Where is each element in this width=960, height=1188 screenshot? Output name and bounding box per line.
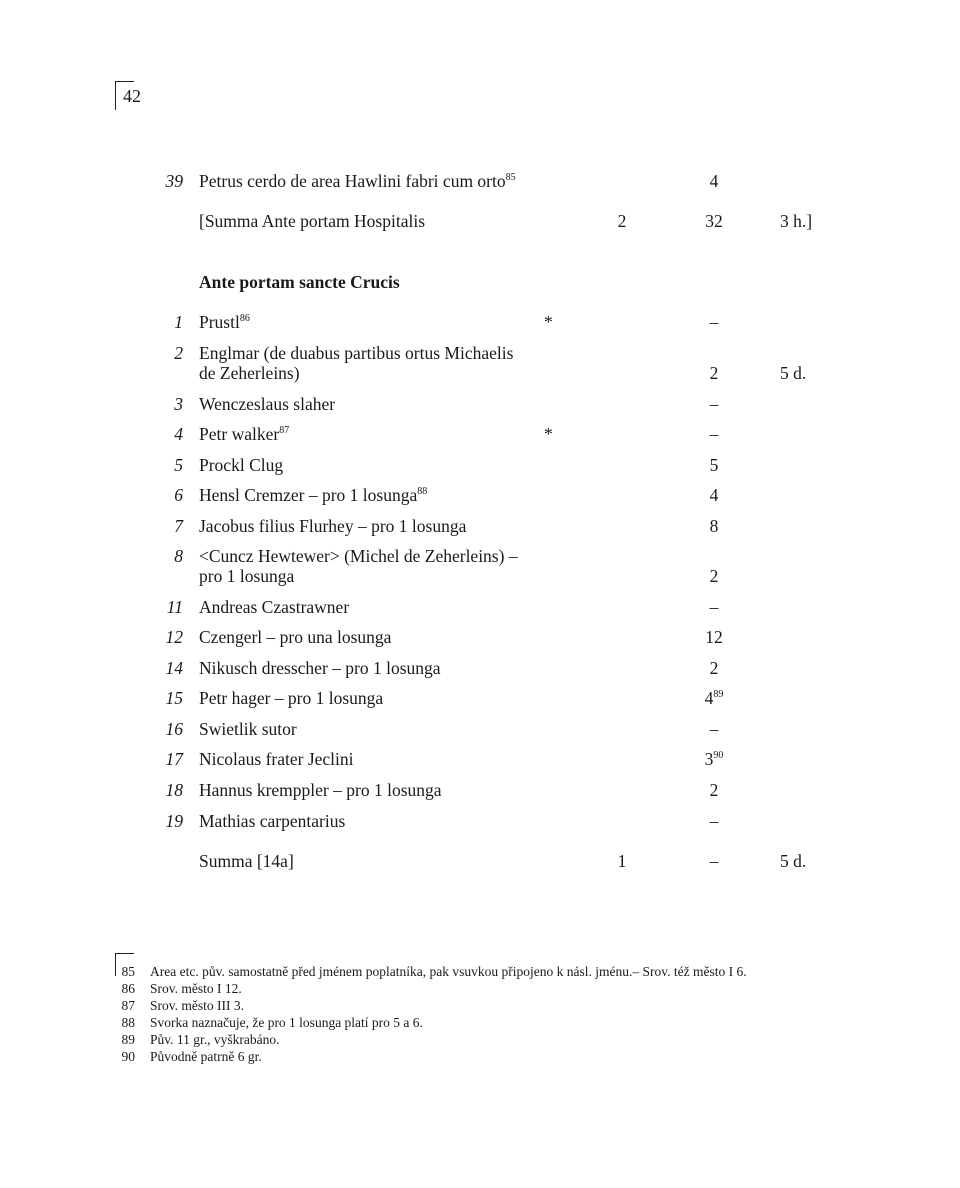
row-name: Prockl Clug (199, 455, 284, 475)
footnote-ref: 88 (417, 486, 428, 497)
row-number: 14 (165, 658, 183, 678)
col-denarii: 3 h.] (780, 211, 813, 231)
col-denarii: 5 d. (780, 363, 807, 383)
col-groschen: – (709, 719, 719, 739)
row-number: 8 (174, 546, 183, 566)
row-number: 15 (165, 688, 183, 708)
col-groschen: 2 (709, 566, 719, 586)
col-groschen: 4 (709, 485, 719, 505)
row-name: <Cuncz Hewtewer> (Michel de Zeherleins) – (199, 546, 518, 566)
row-name: [Summa Ante portam Hospitalis (199, 211, 426, 231)
col-groschen: – (709, 312, 719, 332)
footnote-number: 89 (121, 1032, 135, 1047)
col-marks: 2 (617, 211, 627, 231)
footnote-number: 86 (121, 981, 135, 996)
row-name: Nicolaus frater Jeclini (199, 749, 354, 769)
footnote-ref: 85 (505, 172, 516, 183)
row-name: Petr walker$^{87}$ (199, 424, 290, 444)
row-name: Nikusch dresscher – pro 1 losunga (199, 658, 441, 678)
row-name: Swietlik sutor (199, 719, 297, 739)
page-number: 42 (123, 86, 141, 106)
row-name-line2: de Zeherleins) (199, 363, 300, 383)
footnote-text: Původně patrně 6 gr. (150, 1049, 262, 1064)
row-number: 7 (174, 516, 183, 536)
row-number: 5 (174, 455, 183, 475)
row-number: 2 (174, 343, 183, 363)
footnote-number: 90 (121, 1049, 135, 1064)
row-number: 3 (174, 394, 183, 414)
row-name-line2: pro 1 losunga (199, 566, 295, 586)
footnote-ref: 90 (713, 750, 724, 761)
col-groschen: – (709, 424, 719, 444)
row-name: Petr hager – pro 1 losunga (199, 688, 384, 708)
row-number: 19 (165, 811, 183, 831)
asterisk-mark: * (544, 424, 553, 444)
row-name: Andreas Czastrawner (199, 597, 350, 617)
col-groschen: – (709, 597, 719, 617)
row-name: Summa [14a] (199, 851, 294, 871)
row-name: Hensl Cremzer – pro 1 losunga$^{88}$ (199, 485, 428, 505)
footnote-text: Srov. město I 12. (150, 981, 242, 996)
row-number: 11 (166, 597, 183, 617)
footnote-ref: 87 (279, 425, 290, 436)
footnote-text: Area etc. pův. samostatně před jménem poplatníka, pak vsuvkou připojeno k násl. jménu.– Srov. též město I 6. (150, 964, 747, 979)
col-groschen: $4^{89}$ (704, 688, 724, 708)
col-marks: 1 (617, 851, 627, 871)
row-name: Jacobus filius Flurhey – pro 1 losunga (199, 516, 467, 536)
row-number: 18 (165, 780, 183, 800)
page-number-block (115, 81, 155, 109)
footnote-text: Srov. město III 3. (150, 998, 244, 1013)
col-denarii: 5 d. (780, 851, 807, 871)
footnote-ref: 86 (239, 313, 250, 324)
footnote-ref: 89 (713, 689, 724, 700)
col-groschen: 2 (709, 363, 719, 383)
row-name: Petrus cerdo de area Hawlini fabri cum orto$^{85}$ (199, 171, 516, 191)
footnote-text: Pův. 11 gr., vyškrabáno. (150, 1032, 280, 1047)
row-name: Mathias carpentarius (199, 811, 346, 831)
footnote-number: 88 (121, 1015, 135, 1030)
col-groschen: 4 (709, 171, 719, 191)
col-groschen: 32 (705, 211, 723, 231)
row-number: 17 (165, 749, 183, 769)
row-name: Hannus kremppler – pro 1 losunga (199, 780, 442, 800)
col-groschen: 8 (709, 516, 719, 536)
col-groschen: 5 (709, 455, 719, 475)
col-groschen: 2 (709, 780, 719, 800)
col-groschen: – (709, 811, 719, 831)
col-groschen: – (709, 851, 719, 871)
section-heading: Ante portam sancte Crucis (199, 272, 400, 292)
asterisk-mark: * (544, 312, 553, 332)
row-number: 39 (165, 171, 183, 191)
col-groschen: 2 (709, 658, 719, 678)
col-groschen: $3^{90}$ (704, 749, 724, 769)
footnote-number: 87 (121, 998, 135, 1013)
row-number: 1 (174, 312, 183, 332)
col-groschen: – (709, 394, 719, 414)
footnote-text: Svorka naznačuje, že pro 1 losunga platí pro 5 a 6. (150, 1015, 423, 1030)
row-number: 4 (174, 424, 183, 444)
row-name: Prustl$^{86}$ (199, 312, 250, 332)
footnote-number: 85 (121, 964, 135, 979)
row-number: 16 (165, 719, 183, 739)
row-number: 12 (165, 627, 183, 647)
row-number: 6 (174, 485, 183, 505)
row-name: Englmar (de duabus partibus ortus Michaelis (199, 343, 514, 363)
row-name: Czengerl – pro una losunga (199, 627, 392, 647)
col-groschen: 12 (705, 627, 723, 647)
row-name: Wenczeslaus slaher (199, 394, 336, 414)
